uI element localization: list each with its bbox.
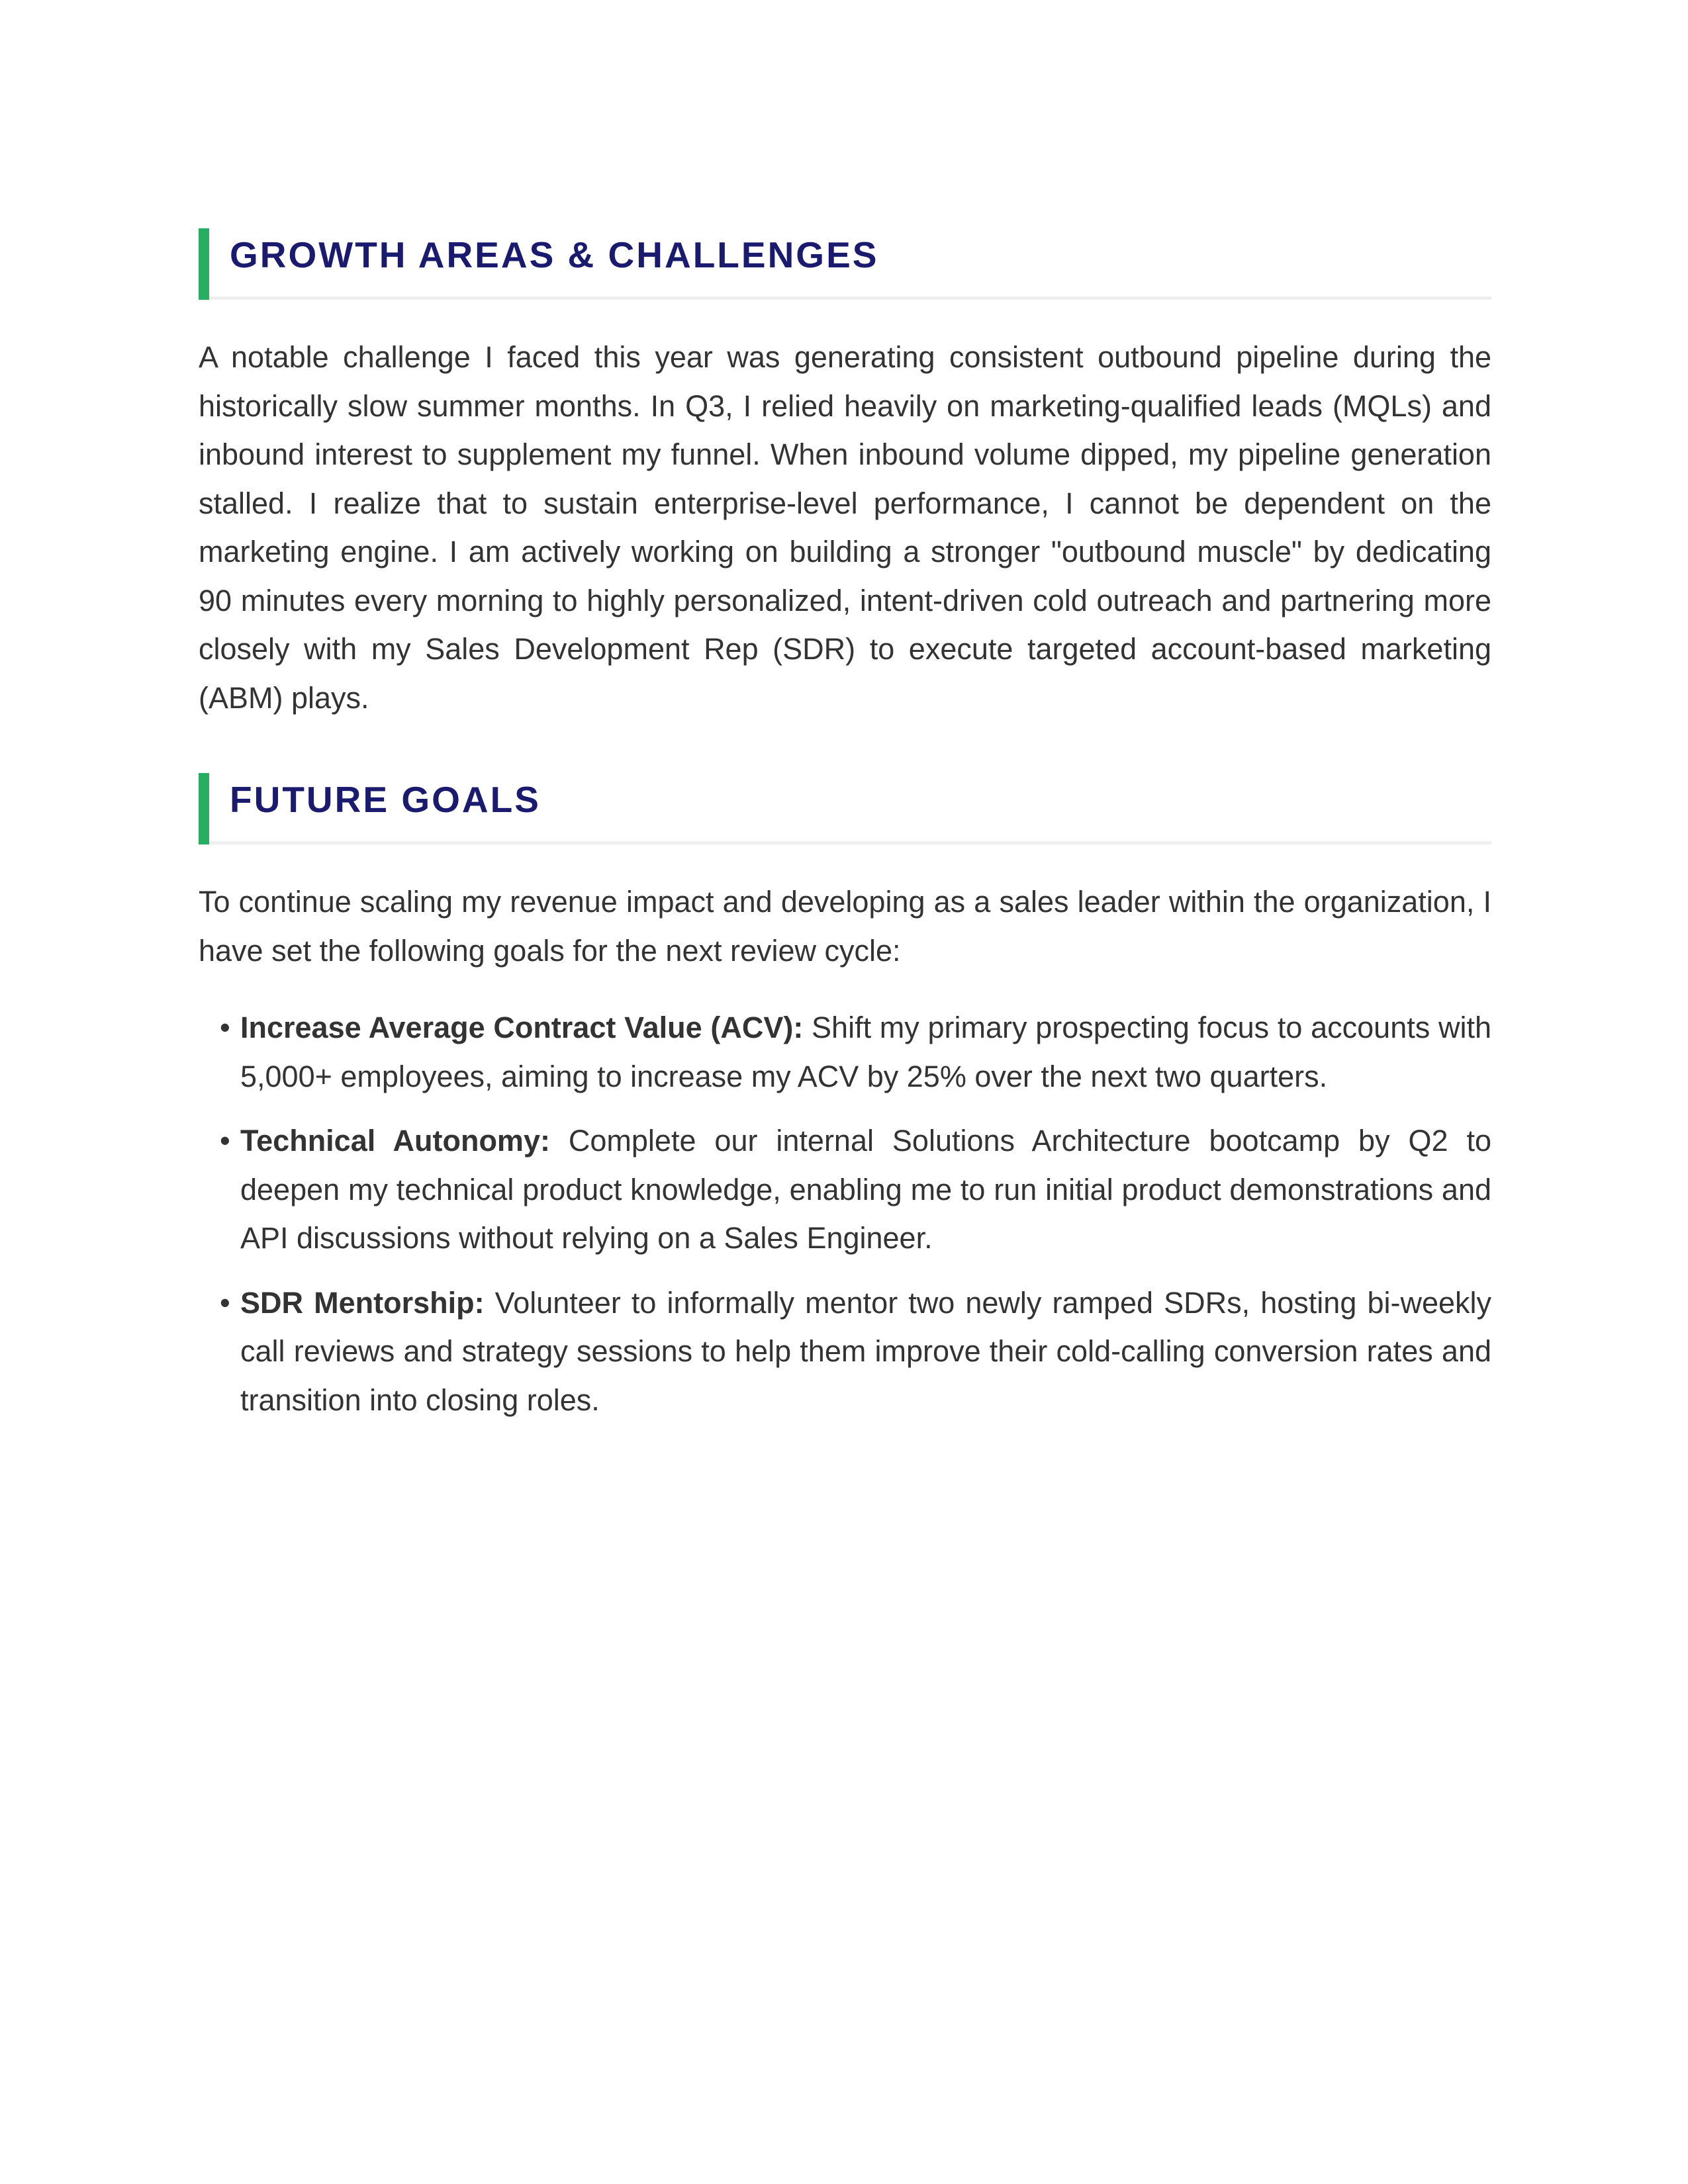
growth-section (199, 228, 1491, 722)
growth-paragraph: A notable challenge I faced this year was generating consistent outbound pipeline during the historically slow summer months. In Q3, I relied heavily on marketing-qualified leads (MQLs) and inbound interest to supplement my funnel. When inbound volume dipped, my pipeline generation stalled. I realize that to sustain enterprise-level performance, I cannot be dependent on the marketing engine. I am actively working on building a stronger "outbound muscle" by dedicating 90 minutes every morning to highly personalized, intent-driven cold outreach and partnering more closely with my Sales Development Rep (SDR) to execute targeted account-based marketing (ABM) plays. (199, 340, 1491, 715)
growth-heading: GROWTH AREAS & CHALLENGES (230, 234, 879, 275)
goal-title: SDR Mentorship: (240, 1285, 485, 1320)
section-accent-bar (199, 773, 209, 844)
bullet-icon: • (220, 1124, 230, 1158)
goals-section (199, 773, 1491, 1424)
goal-title: Increase Average Contract Value (ACV): (240, 1011, 804, 1044)
list-item (199, 1116, 1491, 1263)
bullet-icon: • (220, 1011, 230, 1044)
document-page (199, 228, 1491, 1440)
goal-text: Volunteer to informally mentor two newly ramped SDRs, hosting bi-weekly call reviews and strategy sessions to help them improve their cold-calling conversion rates and transition into closing roles. (240, 1285, 1491, 1417)
goal-text: Complete our internal Solutions Architecture bootcamp by Q2 to deepen my technical product knowledge, enabling me to run initial product demonstrations and API discussions without relying on a Sales Engineer. (240, 1124, 1492, 1255)
goals-intro: To continue scaling my revenue impact and developing as a sales leader within the organization, I have set the following goals for the next review cycle: (199, 885, 1491, 968)
growth-section-header (199, 228, 1491, 300)
section-accent-bar (199, 228, 209, 300)
goal-list (199, 1003, 1491, 1424)
goal-text: Shift my primary prospecting focus to accounts with 5,000+ employees, aiming to increase my ACV by 25% over the next two quarters. (240, 1011, 1491, 1093)
list-item (199, 1003, 1491, 1101)
bullet-icon: • (220, 1285, 230, 1320)
goal-title: Technical Autonomy: (240, 1124, 550, 1158)
goals-heading: FUTURE GOALS (230, 779, 541, 820)
list-item (199, 1279, 1491, 1425)
goals-section-header (199, 773, 1491, 844)
